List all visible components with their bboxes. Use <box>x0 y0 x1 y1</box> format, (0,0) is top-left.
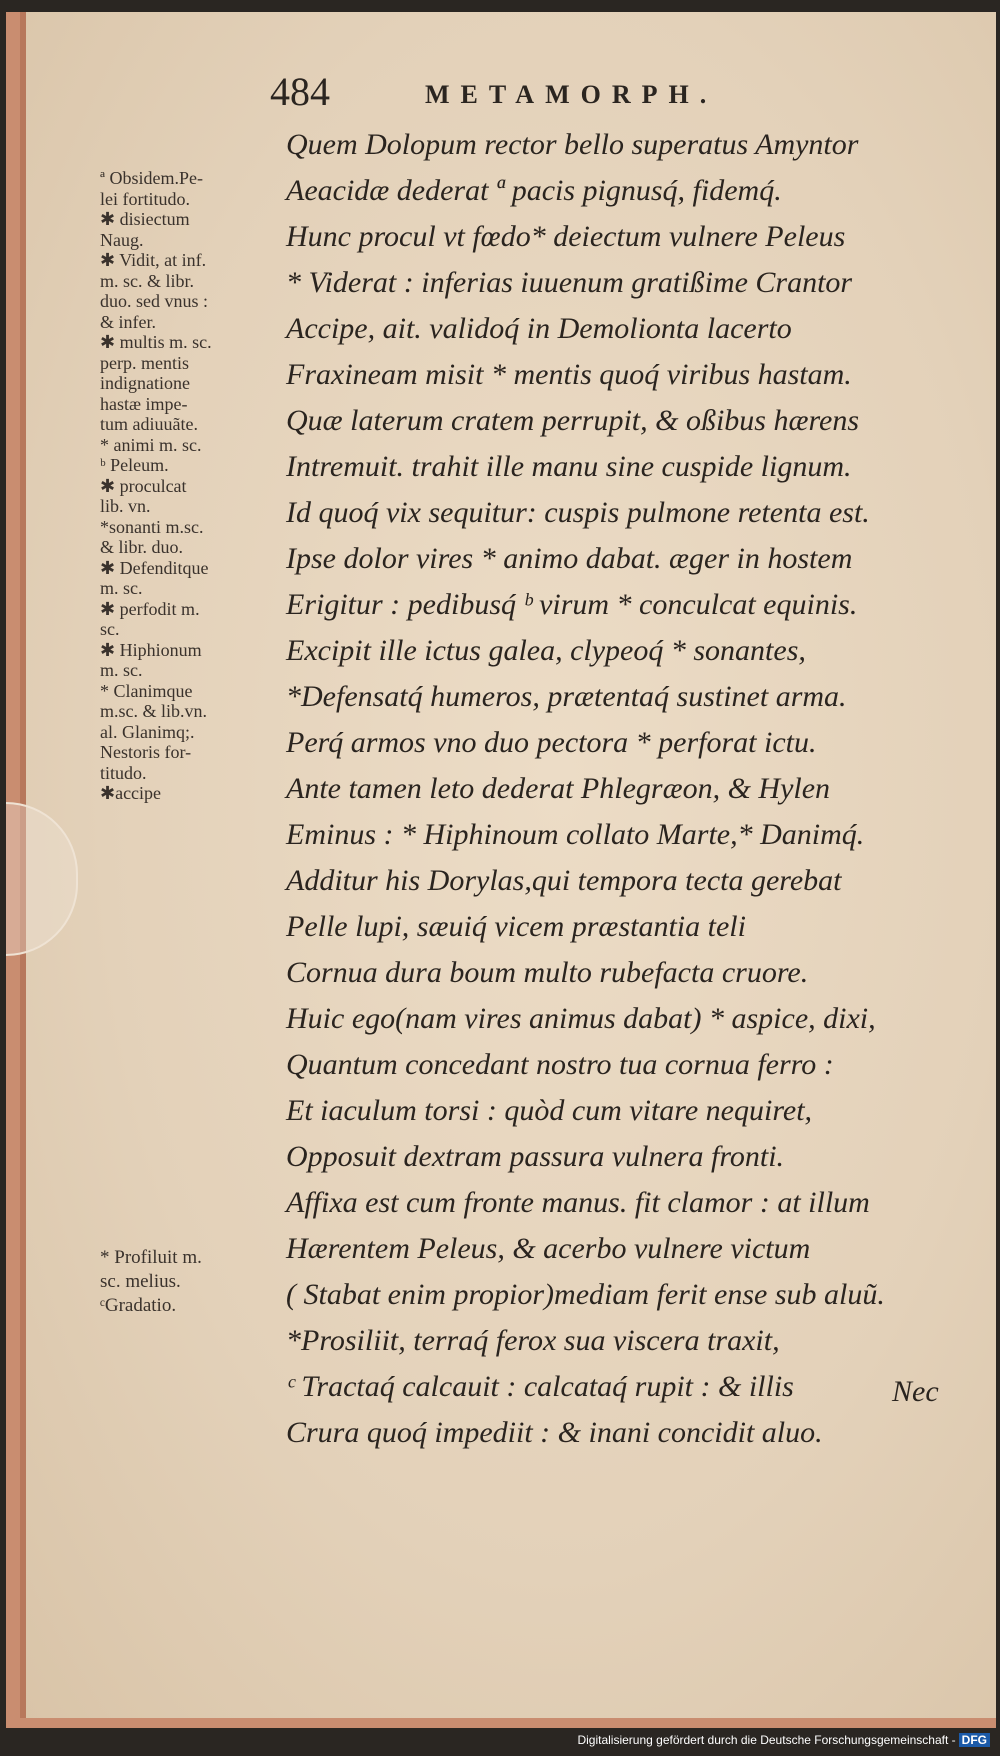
page-number: 484 <box>270 69 330 114</box>
verse-line: Eminus : * Hiphinoum collato Marte,* Danimq́. <box>286 818 865 851</box>
verse-line: Affixa est cum fronte manus. fit clamor : at illum <box>286 1186 870 1219</box>
verse-line: Additur his Dorylas,qui tempora tecta gerebat <box>286 864 842 897</box>
verse-line: Hærentem Peleus, & acerbo vulnere victum <box>286 1232 811 1265</box>
verse-line: Quem Dolopum rector bello superatus Amyntor <box>286 128 859 161</box>
verse-line: Id quoq́ vix sequitur: cuspis pulmone retenta est. <box>286 496 870 529</box>
verse-line: Crura quoq́ impediit : & inani concidit aluo. <box>286 1416 823 1449</box>
verse-line: ᶜ Tractaq́ calcauit : calcataq́ rupit : & illis <box>286 1370 794 1403</box>
marginal-note-lower: * Profiluit m. sc. melius. ᶜGradatio. <box>100 1247 202 1316</box>
catchword: Nec <box>892 1375 939 1408</box>
verse-text <box>286 122 976 1456</box>
tab-marker <box>6 802 78 956</box>
verse-line: Fraxineam misit * mentis quoq́ viribus hastam. <box>286 358 852 391</box>
dfg-logo: DFG <box>959 1733 990 1747</box>
verse-line: Pelle lupi, sæuiq́ vicem præstantia teli <box>286 910 746 943</box>
verse-line: ( Stabat enim propior)mediam ferit ense sub aluũ. <box>286 1278 885 1311</box>
verse-line: Hunc procul vt fœdo* deiectum vulnere Peleus <box>286 220 846 253</box>
verse-line: Opposuit dextram passura vulnera fronti. <box>286 1140 785 1173</box>
verse-line: Perq́ armos vno duo pectora * perforat ictu. <box>286 726 817 759</box>
digitization-credit <box>577 1733 990 1747</box>
verse-line: Excipit ille ictus galea, clypeoq́ * sonantes, <box>286 634 806 667</box>
page-header <box>270 68 830 118</box>
verse-line: Quæ laterum cratem perrupit, & oßibus hærens <box>286 404 860 437</box>
verse-line: Quantum concedant nostro tua cornua ferro : <box>286 1048 834 1081</box>
verse-line: *Defensatq́ humeros, prætentaq́ sustinet arma. <box>286 680 847 713</box>
running-title: METAMORPH. <box>425 80 718 109</box>
verse-line: Accipe, ait. validoq́ in Demolionta lacerto <box>286 312 792 345</box>
verse-line: *Prosiliit, terraq́ ferox sua viscera traxit, <box>286 1324 780 1357</box>
verse-line: Ipse dolor vires * animo dabat. æger in hostem <box>286 542 853 575</box>
verse-line: Et iaculum torsi : quòd cum vitare nequiret, <box>286 1094 813 1127</box>
marginal-notes <box>100 168 280 1316</box>
verse-line: Cornua dura boum multo rubefacta cruore. <box>286 956 809 989</box>
credit-text: Digitalisierung gefördert durch die Deutsche Forschungsgemeinschaft - <box>577 1733 956 1747</box>
verse-line: Huic ego(nam vires animus dabat) * aspice, dixi, <box>286 1002 876 1035</box>
verse-line: Erigitur : pedibusq́ ᵇ virum * conculcat equinis. <box>286 588 858 621</box>
verse-line: * Viderat : inferias iuuenum gratißime Crantor <box>286 266 853 299</box>
verse-line: Intremuit. trahit ille manu sine cuspide lignum. <box>286 450 852 483</box>
marginal-note-upper: ª Obsidem.Pe- lei fortitudo. ✱ disiectum Naug. ✱ Vidit, at inf. m. sc. & libr. duo. sed vnus : & infer. ✱ multis m. sc. perp. mentis indignatione hastæ impe- tum adiuuãte. * animi m. sc. ᵇ Peleum. ✱ proculcat lib. vn. *sonanti m.sc. & libr. duo. ✱ Defenditque m. sc. ✱ perfodit m. sc. ✱ Hiphionum m. sc. * Clanimque m.sc. & lib.vn. al. Glanimq;. Nestoris for- titudo. ✱accipe <box>100 168 212 803</box>
verse-line: Aeacidæ dederat ª pacis pignusq́, fidemq́. <box>286 174 782 207</box>
verse-line: Ante tamen leto dederat Phlegræon, & Hylen <box>286 772 831 805</box>
